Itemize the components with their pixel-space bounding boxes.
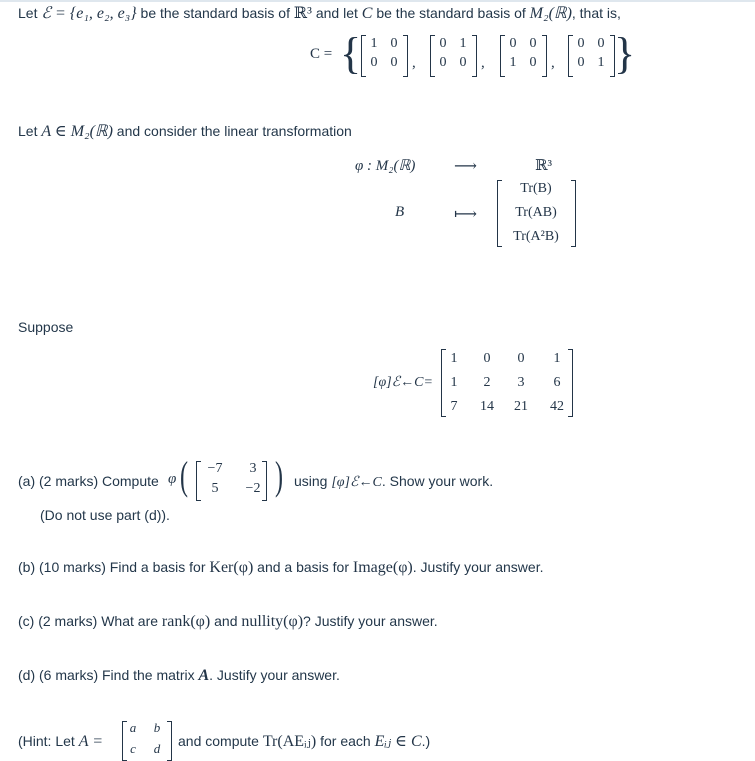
part-a-suffix: . Show your work. [381,473,494,489]
part-c-prefix: (c) (2 marks) What are [18,613,159,629]
part-d [18,666,340,685]
phi-matrix-entry: 7 [450,399,458,414]
part-b-prefix: (b) (10 marks) Find a basis for [18,559,206,575]
mapsto-arrow: ⟼ [454,206,477,223]
hint-trace: Tr(AEᵢⱼ) [262,733,317,750]
part-d-suffix: . Justify your answer. [209,667,340,683]
hint-d: d [153,741,161,756]
phi-matrix-entry: 3 [517,375,525,390]
phi-matrix-entry: 0 [483,351,491,366]
B-symbol: B [395,204,405,220]
ker-phi: Ker(φ) [209,559,254,576]
phi-matrix-entry: 42 [550,399,564,414]
part-c [18,612,438,631]
hint-Eij: Eᵢⱼ ∈ C [374,733,422,750]
part-a-using [294,472,493,492]
phi-matrix-label: [φ]ℰ←C= [373,375,433,390]
basis-matrix-entry: 1 [597,55,605,70]
M2R-symbol: M₂(ℝ) [529,5,572,22]
intro-text-2: and let [315,5,358,21]
let-A-line [18,122,352,141]
intro-let: Let [18,5,38,21]
hint-rest [178,732,430,751]
part-c-and: and [214,613,238,629]
left-brace: { [340,29,362,78]
part-a-prefix: (a) (2 marks) Compute [18,473,159,489]
basis-matrix-entry: 0 [459,55,467,70]
hint-prefix [18,732,103,751]
basis-matrix-entry: 0 [597,36,605,51]
image-phi: Image(φ) [352,559,413,576]
basis-matrix-entry: 0 [577,36,585,51]
top-border [0,0,755,2]
hint-a: a [129,720,137,735]
a-matrix-12: 3 [249,461,257,476]
A-in-M2R: A ∈ M₂(ℝ) [41,123,113,140]
tr-entry-1: Tr(B) [520,181,552,196]
nullity-phi: nullity(φ) [241,613,304,630]
intro-text-4: , that is, [571,5,621,21]
tr-entry-3: Tr(A²B) [513,229,559,244]
basis-matrix-entry: 0 [370,55,378,70]
matrix-A: A [198,667,210,684]
basis-matrix-bracket-right [610,35,615,77]
basis-E: ℰ = {e₁, e₂, e₃} [41,5,137,22]
basis-matrix-entry: 0 [390,55,398,70]
basis-matrix-entry: 0 [439,36,447,51]
basis-matrix-entry: 0 [577,55,585,70]
basis-C-label: C = [310,46,333,62]
phi-matrix-entry: 14 [480,399,494,414]
right-brace: } [614,29,636,78]
phi-matrix-entry: 1 [450,375,458,390]
a-matrix-22: −2 [245,481,261,496]
part-b-suffix: . Justify your answer. [412,559,544,575]
hint-mid: and compute [178,733,259,749]
rank-phi: rank(φ) [161,613,211,630]
basis-comma: , [551,55,555,71]
part-a-note: (Do not use part (d)). [40,507,170,523]
part-b [18,558,543,577]
let-A-text2: and consider the linear transformation [116,123,352,139]
basis-matrix-entry: 0 [529,55,537,70]
intro-line [18,4,621,23]
part-a-phi: φ [168,471,177,487]
a-matrix-21: 5 [211,481,219,496]
let-A-text1: Let [18,123,38,139]
C-symbol: C [361,5,373,22]
basis-matrix-entry: 0 [529,36,537,51]
phi-matrix-entry: 6 [553,375,561,390]
basis-matrix-bracket-right [472,35,477,77]
tr-entry-2: Tr(AB) [515,205,557,220]
basis-matrix-entry: 1 [459,36,467,51]
paren-right: ) [275,453,283,498]
hint-b: b [153,720,161,735]
hint-suffix: .) [421,733,431,749]
arrow-to: ⟶ [454,158,477,175]
a-matrix-11: −7 [207,461,223,476]
basis-matrix-entry: 0 [439,55,447,70]
part-d-prefix: (d) (6 marks) Find the matrix [18,667,195,683]
phi-matrix-entry: 1 [450,351,458,366]
basis-matrix-bracket-right [403,35,408,77]
intro-text-3: be the standard basis of [376,5,526,21]
basis-matrix-entry: 0 [509,36,517,51]
basis-matrix-entry: 1 [370,36,378,51]
phi-matrix-entry: 0 [517,351,525,366]
part-c-suffix: ? Justify your answer. [303,613,438,629]
phi-matrix-entry: 2 [483,375,491,390]
basis-matrix-entry: 0 [390,36,398,51]
hint-bracket-right [167,721,172,761]
part-a-phi-label: [φ]ℰ←C [331,475,382,490]
basis-comma: , [481,55,485,71]
basis-comma: , [412,55,416,71]
basis-matrix-entry: 1 [509,55,517,70]
suppose-text: Suppose [18,319,74,335]
part-b-mid: and a basis for [257,559,349,575]
basis-matrix-bracket-right [542,35,547,77]
codomain-R3: ℝ³ [535,158,552,174]
hint-c: c [130,741,136,756]
using-text: using [294,473,328,489]
R3-symbol: ℝ³ [293,5,312,22]
intro-text-1: be the standard basis of [140,5,290,21]
phi-matrix-entry: 21 [514,399,528,414]
paren-left: ( [180,453,188,498]
phi-domain: φ : M₂(ℝ) [355,158,416,174]
phi-matrix-entry: 1 [553,351,561,366]
hint-A-eq: A = [78,733,103,750]
hint-let: (Hint: Let [18,733,75,749]
hint-for-each: for each [320,733,371,749]
